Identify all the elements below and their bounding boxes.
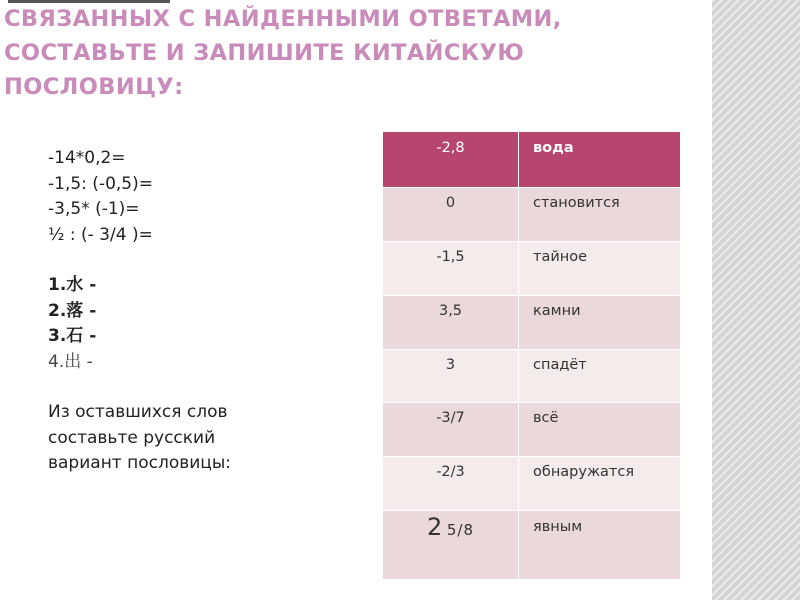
table-row [383, 132, 681, 188]
exercise-line: -1,5: (-0,5)= [48, 173, 153, 194]
word-cell: спадёт [519, 349, 681, 403]
table-row [383, 295, 681, 349]
word-cell: обнаружатся [519, 457, 681, 511]
hieroglyph-line: 4.出 - [48, 351, 93, 372]
exercise-line: -3,5* (-1)= [48, 199, 140, 219]
number-cell: 0 [383, 188, 519, 242]
task-column [48, 146, 368, 477]
instruction-line: составьте русский [48, 427, 216, 448]
title-line: ПОСЛОВИЦУ: [4, 74, 184, 100]
title-line: СОСТАВЬТЕ И ЗАПИШИТЕ КИТАЙСКУЮ [4, 40, 525, 66]
number-cell: -2,8 [383, 132, 519, 188]
number-fraction: 5/8 [446, 521, 475, 540]
number-cell: 3 [383, 349, 519, 403]
slide-title [4, 2, 704, 104]
number-cell: -2/3 [383, 457, 519, 511]
table-row [383, 349, 681, 403]
number-cell: -3/7 [383, 403, 519, 457]
exercise-line: ½ : (- 3/4 )= [48, 224, 153, 245]
decorative-stripe-band [712, 0, 800, 600]
instruction-line: вариант пословицы: [48, 453, 232, 473]
word-cell: явным [519, 511, 681, 580]
table-row [383, 241, 681, 295]
hieroglyph-line: 2.落 - [48, 300, 97, 321]
table-row [383, 188, 681, 242]
word-cell: всё [519, 403, 681, 457]
exercise-line: -14*0,2= [48, 148, 126, 168]
word-cell: камни [519, 295, 681, 349]
number-whole: 2 [426, 513, 443, 542]
table-row [383, 457, 681, 511]
hieroglyph-line: 3.石 - [48, 326, 97, 346]
word-cell: вода [519, 132, 681, 188]
hieroglyph-line: 1.水 - [48, 275, 97, 295]
instruction-line: Из оставшихся слов [48, 402, 228, 422]
answers-table [382, 131, 681, 580]
word-cell: тайное [519, 241, 681, 295]
number-cell [383, 511, 519, 580]
answers-table-wrapper [382, 131, 681, 580]
number-cell: 3,5 [383, 295, 519, 349]
word-cell: становится [519, 188, 681, 242]
title-line: СВЯЗАННЫХ С НАЙДЕННЫМИ ОТВЕТАМИ, [4, 6, 562, 32]
table-row [383, 403, 681, 457]
table-row [383, 511, 681, 580]
number-cell: -1,5 [383, 241, 519, 295]
